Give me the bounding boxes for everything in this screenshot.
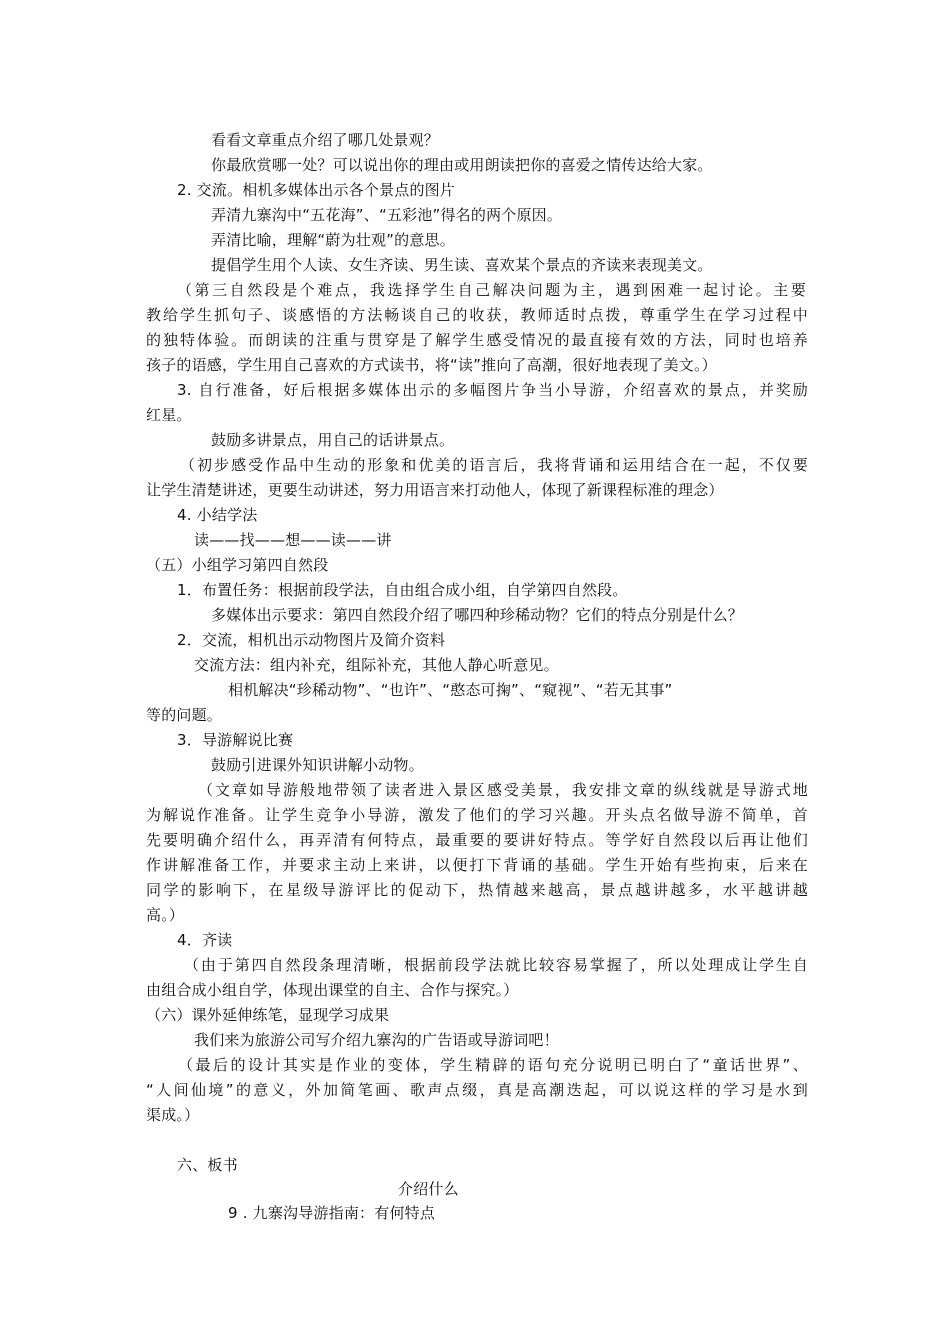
text-line: 等的问题。 bbox=[146, 706, 223, 724]
text-line: 读——找——想——读——讲 bbox=[194, 531, 392, 549]
text-line: 弄清九寨沟中“五花海”、“五彩池”得名的两个原因。 bbox=[211, 206, 563, 224]
text-line: 鼓励多讲景点，用自己的话讲景点。 bbox=[211, 431, 455, 449]
text-line: 3. 自行准备，好后根据多媒体出示的多幅图片争当小导游，介绍喜欢的景点，并奖励 bbox=[177, 381, 808, 399]
text-line: 弄清比喻，理解“蔚为壮观”的意思。 bbox=[211, 231, 455, 249]
text-line: （最后的设计其实是作业的变体，学生精辟的语句充分说明已明白了“童话世界”、 bbox=[178, 1056, 808, 1074]
text-line: 作讲解准备工作，并要求主动上来讲，以便打下背诵的基础。学生开始有些拘束，后来在 bbox=[146, 856, 808, 874]
text-line: 高。） bbox=[146, 906, 185, 924]
text-line: 红星。 bbox=[146, 406, 192, 424]
text-line: 你最欣赏哪一处？可以说出你的理由或用朗读把你的喜爱之情传达给大家。 bbox=[211, 156, 713, 174]
text-line: 相机解决“珍稀动物”、“也许”、“憨态可掬”、“窥视”、“若无其事” bbox=[228, 681, 673, 699]
board-text: 介绍什么 bbox=[398, 1180, 459, 1198]
text-line: （第三自然段是个难点，我选择学生自己解决问题为主，遇到困难一起讨论。主要 bbox=[177, 281, 806, 299]
text-line: 由组合成小组自学，体现出课堂的自主、合作与探究。） bbox=[146, 981, 519, 999]
board-text: 9 . 九寨沟导游指南：有何特点 bbox=[228, 1204, 436, 1222]
text-line: 2. 交流。相机多媒体出示各个景点的图片 bbox=[177, 181, 456, 199]
section-heading: （五）小组学习第四自然段 bbox=[146, 556, 329, 574]
text-line: 交流方法：组内补充，组际补充，其他人静心听意见。 bbox=[194, 656, 559, 674]
text-line: （文章如导游般地带领了读者进入景区感受美景，我安排文章的纵线就是导游式地 bbox=[198, 781, 808, 799]
text-line: 4. 小结学法 bbox=[177, 506, 258, 524]
text-line: 3．导游解说比赛 bbox=[177, 731, 294, 749]
text-line: 1．布置任务：根据前段学法，自由组合成小组，自学第四自然段。 bbox=[177, 581, 628, 599]
text-line: 同学的影响下，在星级导游评比的促动下，热情越来越高，景点越讲越多，水平越讲越 bbox=[146, 881, 808, 899]
text-line: “人间仙境”的意义，外加简笔画、歌声点缀，真是高潮迭起，可以说这样的学习是水到 bbox=[146, 1081, 808, 1099]
text-line: 我们来为旅游公司写介绍九寨沟的广告语或导游词吧！ bbox=[194, 1031, 559, 1049]
text-line: （初步感受作品中生动的形象和优美的语言后，我将背诵和运用结合在一起，不仅要 bbox=[180, 456, 808, 474]
text-line: 教给学生抓句子、谈感悟的方法畅谈自己的收获，教师适时点拨，尊重学生在学习过程中 bbox=[146, 306, 808, 324]
text-line: 鼓励引进课外知识讲解小动物。 bbox=[211, 756, 424, 774]
section-heading: （六）课外延伸练笔，显现学习成果 bbox=[146, 1006, 390, 1024]
text-line: 为解说作准备。让学生竞争小导游，激发了他们的学习兴趣。开头点名做导游不简单，首 bbox=[146, 806, 808, 824]
section-heading: 六、板书 bbox=[177, 1156, 238, 1174]
text-line: 让学生清楚讲述，更要生动讲述，努力用语言来打动他人，体现了新课程标准的理念） bbox=[146, 481, 724, 499]
text-line: 看看文章重点介绍了哪几处景观？ bbox=[211, 131, 440, 149]
text-line: 4．齐读 bbox=[177, 931, 233, 949]
text-line: 先要明确介绍什么，再弄清有何特点，最重要的要讲好特点。等学好自然段以后再让他们 bbox=[146, 831, 808, 849]
text-line: 渠成。） bbox=[146, 1106, 200, 1124]
text-line: 的独特体验。而朗读的注重与贯穿是了解学生感受情况的最直接有效的方法，同时也培养 bbox=[146, 331, 808, 349]
text-line: 提倡学生用个人读、女生齐读、男生读、喜欢某个景点的齐读来表现美文。 bbox=[211, 256, 713, 274]
text-line: （由于第四自然段条理清晰，根据前段学法就比较容易掌握了，所以处理成让学生自 bbox=[184, 956, 808, 974]
text-line: 孩子的语感，学生用自己喜欢的方式读书，将“读”推向了高潮，很好地表现了美文。） bbox=[146, 356, 717, 374]
text-line: 2．交流，相机出示动物图片及简介资料 bbox=[177, 631, 446, 649]
text-line: 多媒体出示要求：第四自然段介绍了哪四种珍稀动物？它们的特点分别是什么？ bbox=[211, 606, 744, 624]
